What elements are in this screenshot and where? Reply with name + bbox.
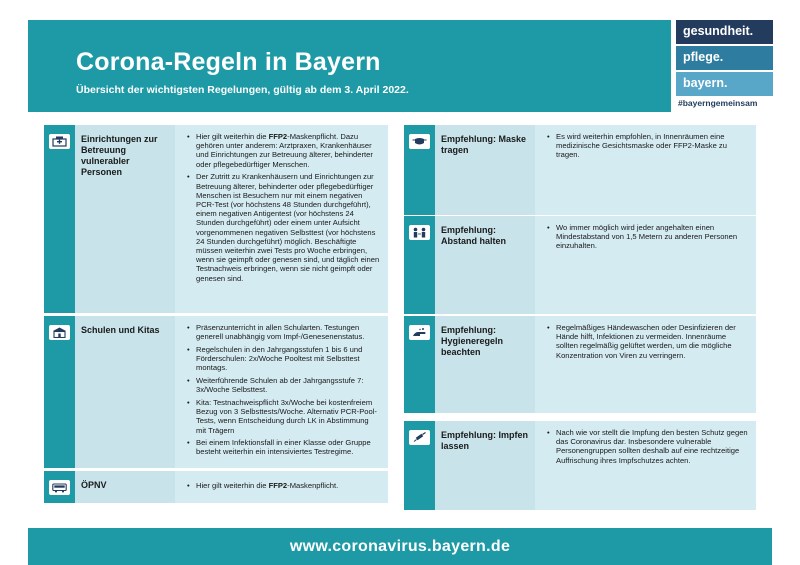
bus-icon <box>49 480 70 495</box>
medical-facility-icon <box>49 134 70 149</box>
rule-card-impfen <box>404 421 756 510</box>
rule-item: • Kita: Testnachweispflicht 3x/Woche bei kostenfreiem Bezug von 3 Selbsttests/Woche. Alternativ PCR-Pool-Tests, wenn Entscheidung durch LK in Abstimmung mit Trägern <box>187 398 380 435</box>
rule-item: • Der Zutritt zu Krankenhäusern und Einrichtungen zur Betreuung älterer, behinderter oder pflegebedürftiger Menschen ist Besuchern nur mit einem negativen PCR-Test (vor höchstens 48 Stunden durchgeführt), einem negativen Antigentest (vor höchstens 24 Stunden durchgeführt) oder einem unter Aufsicht vorgenommenen negativen Selbsttest (vor höchstens 24 Stunden durchgeführt) möglich. Beschäftigte müssen weiterhin zwei Tests pro Woche erbringen, wenn sie geimpft oder genesen sind, und täglich einen Testnachweis erbringen, wenn sie nicht geimpft oder genesen sind. <box>187 172 380 282</box>
rule-label: Empfehlung: Maske tragen <box>435 125 535 215</box>
rule-card-abstand <box>404 216 756 314</box>
rule-item: • Bei einem Infektionsfall in einer Klasse oder Gruppe besteht weiterhin ein intensiviertes Testregime. <box>187 438 380 456</box>
syringe-icon <box>409 430 430 445</box>
brand-line-pflege: pflege. <box>676 46 773 70</box>
rule-card-oepnv <box>44 471 388 503</box>
rule-content <box>175 316 388 468</box>
brand-line-gesundheit: gesundheit. <box>676 20 773 44</box>
rule-item: • Hier gilt weiterhin die FFP2-Maskenpflicht. Dazu gehören unter anderem: Arztpraxen, Krankenhäuser und Einrichtungen zur Betreuung älterer, behinderter oder pflegebedürftiger Menschen. <box>187 132 380 169</box>
distance-icon <box>409 225 430 240</box>
rule-item: • Nach wie vor stellt die Impfung den besten Schutz gegen das Coronavirus dar. Insbesondere vulnerable Personengruppen sollten deshalb auf eine rechtzeitige Auffrischung ihres Impfschutzes achten. <box>547 428 748 465</box>
rule-label: ÖPNV <box>75 471 175 503</box>
rule-label: Einrichtungen zur Betreuung vulnerabler Personen <box>75 125 175 313</box>
hand-wash-icon <box>409 325 430 340</box>
rule-card-hygiene <box>404 316 756 413</box>
page-subtitle: Übersicht der wichtigsten Regelungen, gültig ab dem 3. April 2022. <box>76 84 409 96</box>
rule-item: • Regelschulen in den Jahrgangsstufen 1 bis 6 und Förderschulen: 2x/Woche Pooltest mit Selbsttest montags. <box>187 345 380 373</box>
rule-item: • Regelmäßiges Händewaschen oder Desinfizieren der Hände hilft, Infektionen zu vermeiden. Innenräume sollten regelmäßig gelüftet werden, um die mögliche Konzentration von Viren zu verringern. <box>547 323 748 360</box>
rule-content <box>175 471 388 503</box>
rule-content <box>535 421 756 510</box>
rule-label: Empfehlung: Abstand halten <box>435 216 535 314</box>
rule-label: Empfehlung: Hygieneregeln beachten <box>435 316 535 413</box>
footer-banner <box>28 528 772 565</box>
page-title: Corona-Regeln in Bayern <box>76 48 381 76</box>
brand-logo <box>676 20 773 108</box>
rule-label: Schulen und Kitas <box>75 316 175 468</box>
rule-card-schulen <box>44 316 388 468</box>
rule-label: Empfehlung: Impfen lassen <box>435 421 535 510</box>
rule-item: • Hier gilt weiterhin die FFP2-Maskenpflicht. <box>187 481 380 490</box>
mask-icon <box>409 134 430 149</box>
rule-card-maske <box>404 125 756 215</box>
rule-item: • Es wird weiterhin empfohlen, in Innenräumen eine medizinische Gesichtsmaske oder FFP2-Maske zu tragen. <box>547 132 748 160</box>
rule-content <box>535 125 756 215</box>
brand-line-bayern: bayern. <box>676 72 773 96</box>
rule-item: • Weiterführende Schulen ab der Jahrgangsstufe 7: 3x/Woche Selbsttest. <box>187 376 380 394</box>
rule-item: • Wo immer möglich wird jeder angehalten einen Mindestabstand von 1,5 Metern zu anderen Personen einzuhalten. <box>547 223 748 251</box>
website-link[interactable]: www.coronavirus.bayern.de <box>289 537 511 555</box>
school-icon <box>49 325 70 340</box>
brand-hashtag: #bayerngemeinsam <box>678 98 758 108</box>
rule-card-einrichtungen <box>44 125 388 313</box>
rule-content <box>175 125 388 313</box>
rule-item: • Präsenzunterricht in allen Schularten. Testungen generell unabhängig vom Impf-/Genesenenstatus. <box>187 323 380 341</box>
header-banner <box>28 20 671 112</box>
rule-content <box>535 316 756 413</box>
rule-content <box>535 216 756 314</box>
